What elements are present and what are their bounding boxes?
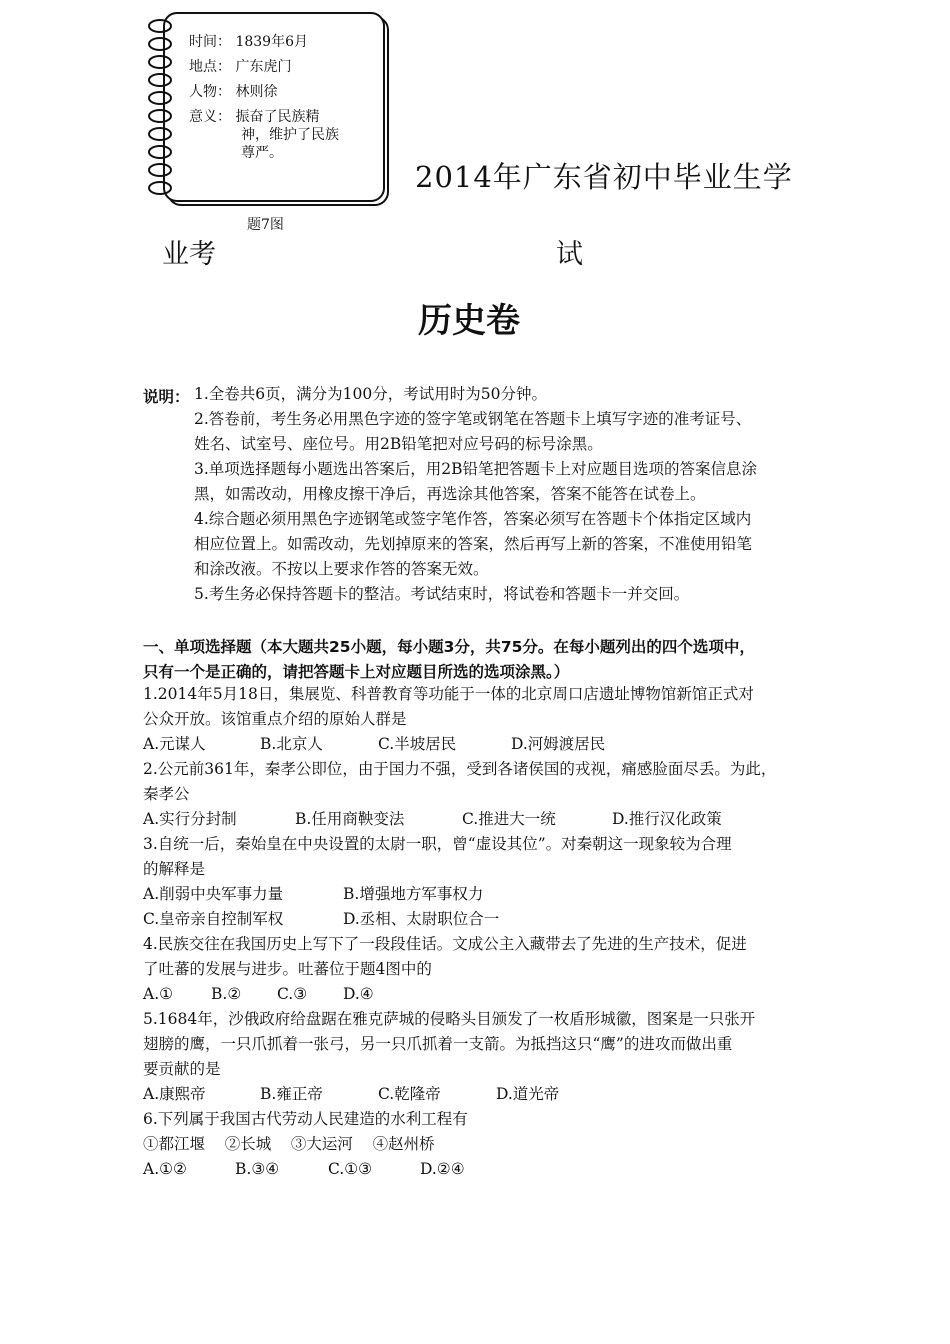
figure-line-meaning-3: 尊严。 [241,145,283,161]
figure-line-time: 时间： 1839年6月 [189,34,308,50]
q3-option-c: C.皇帝亲自控制军权 [143,910,284,928]
exam-title: 2014年广东省初中毕业生学 [415,160,793,194]
q4-option-c: C.③ [277,985,308,1003]
instruction-1: 1.全卷共6页，满分为100分，考试用时为50分钟。 [194,385,547,403]
instructions-label: 说明： [143,388,190,406]
q1-option-b: B.北京人 [260,735,323,753]
q5-option-d: D.道光帝 [496,1085,560,1103]
notebook-figure [143,8,386,204]
q6-option-d: D.②④ [420,1160,465,1178]
q4-option-d: D.④ [343,985,374,1003]
q1-option-a: A.元谋人 [143,735,206,753]
q4-stem-line1: 4.民族交往在我国历史上写下了一段段佳话。文成公主入藏带去了先进的生产技术，促进 [143,935,747,953]
figure-line-place: 地点： 广东虎门 [189,59,292,75]
q5-stem-line1: 5.1684年，沙俄政府给盘踞在雅克萨城的侵略头目颁发了一枚盾形城徽，图案是一只张开 [143,1010,756,1028]
instruction-3b: 黑，如需改动，用橡皮擦干净后，再选涂其他答案，答案不能答在试卷上。 [194,485,706,503]
q2-stem-line1: 2.公元前361年，秦孝公即位，由于国力不强，受到各诸侯国的戎视，痛感脸面尽丢。为此， [143,760,777,778]
q5-option-c: C.乾隆帝 [378,1085,441,1103]
q6-stem-line1: 6.下列属于我国古代劳动人民建造的水利工程有 [143,1110,468,1128]
q4-option-b: B.② [211,985,242,1003]
q1-stem-line2: 公众开放。该馆重点介绍的原始人群是 [143,710,407,728]
exam-title-right: 试 [556,239,583,270]
q5-stem-line3: 要贡献的是 [143,1060,221,1078]
figure-line-person: 人物： 林则徐 [189,84,278,100]
instruction-4b: 相应位置上。如需改动，先划掉原来的答案，然后再写上新的答案，不准使用铅笔 [194,535,753,553]
section-header-line1: 一、单项选择题（本大题共25小题，每小题3分，共75分。在每小题列出的四个选项中， [143,638,755,656]
subject-title: 历史卷 [418,301,520,341]
q3-option-b: B.增强地方军事权力 [343,885,484,903]
figure-line-meaning: 意义： 振奋了民族精 [189,109,320,125]
q6-option-b: B.③④ [235,1160,280,1178]
q3-option-a: A.削弱中央军事力量 [143,885,284,903]
q6-option-c: C.①③ [328,1160,373,1178]
exam-title-left: 业考 [162,239,216,270]
q5-stem-line2: 翅膀的鹰，一只爪抓着一张弓，另一只爪抓着一支箭。为抵挡这只“鹰”的进攻而做出重 [143,1035,733,1053]
q2-option-a: A.实行分封制 [143,810,237,828]
q2-option-c: C.推进大一统 [462,810,556,828]
instruction-3: 3.单项选择题每小题选出答案后，用2B铅笔把答题卡上对应题目选项的答案信息涂 [194,460,758,478]
q2-stem-line2: 秦孝公 [143,785,190,803]
q4-option-a: A.① [143,985,174,1003]
q1-stem-line1: 1.2014年5月18日，集展览、科普教育等功能于一体的北京周口店遗址博物馆新馆正式对 [143,685,754,703]
instruction-2: 2.答卷前，考生务必用黑色字迹的签字笔或钢笔在答题卡上填写字迹的准考证号、 [194,410,752,428]
q3-stem-line1: 3.自统一后，秦始皇在中央设置的太尉一职，曾“虚设其位”。对秦朝这一现象较为合理 [143,835,732,853]
q2-option-d: D.推行汉化政策 [612,810,722,828]
instruction-4c: 和涂改液。不按以上要求作答的答案无效。 [194,560,489,578]
q1-option-d: D.河姆渡居民 [511,735,606,753]
q5-option-b: B.雍正帝 [260,1085,323,1103]
figure-line-meaning-2: 神，维护了民族 [241,127,339,143]
q2-option-b: B.任用商鞅变法 [295,810,405,828]
figure-caption: 题7图 [247,217,284,233]
q1-option-c: C.半坡居民 [378,735,457,753]
spiral-rings-icon [143,16,177,201]
section-header-line2: 只有一个是正确的，请把答题卡上对应题目所选的选项涂黑。） [143,663,570,681]
instruction-2b: 姓名、试室号、座位号。用2B铅笔把对应号码的标号涂黑。 [194,435,603,453]
q3-option-d: D.丞相、太尉职位合一 [343,910,500,928]
q3-stem-line2: 的解释是 [143,860,206,878]
q5-option-a: A.康熙帝 [143,1085,206,1103]
q4-stem-line2: 了吐蕃的发展与进步。吐蕃位于题4图中的 [143,960,432,978]
instruction-5: 5.考生务必保持答题卡的整洁。考试结束时，将试卷和答题卡一并交回。 [194,585,690,603]
instruction-4: 4.综合题必须用黑色字迹钢笔或签字笔作答，答案必须写在答题卡个体指定区域内 [194,510,752,528]
q6-option-a: A.①② [143,1160,187,1178]
q6-items: ①都江堰 ②长城 ③大运河 ④赵州桥 [143,1135,435,1153]
